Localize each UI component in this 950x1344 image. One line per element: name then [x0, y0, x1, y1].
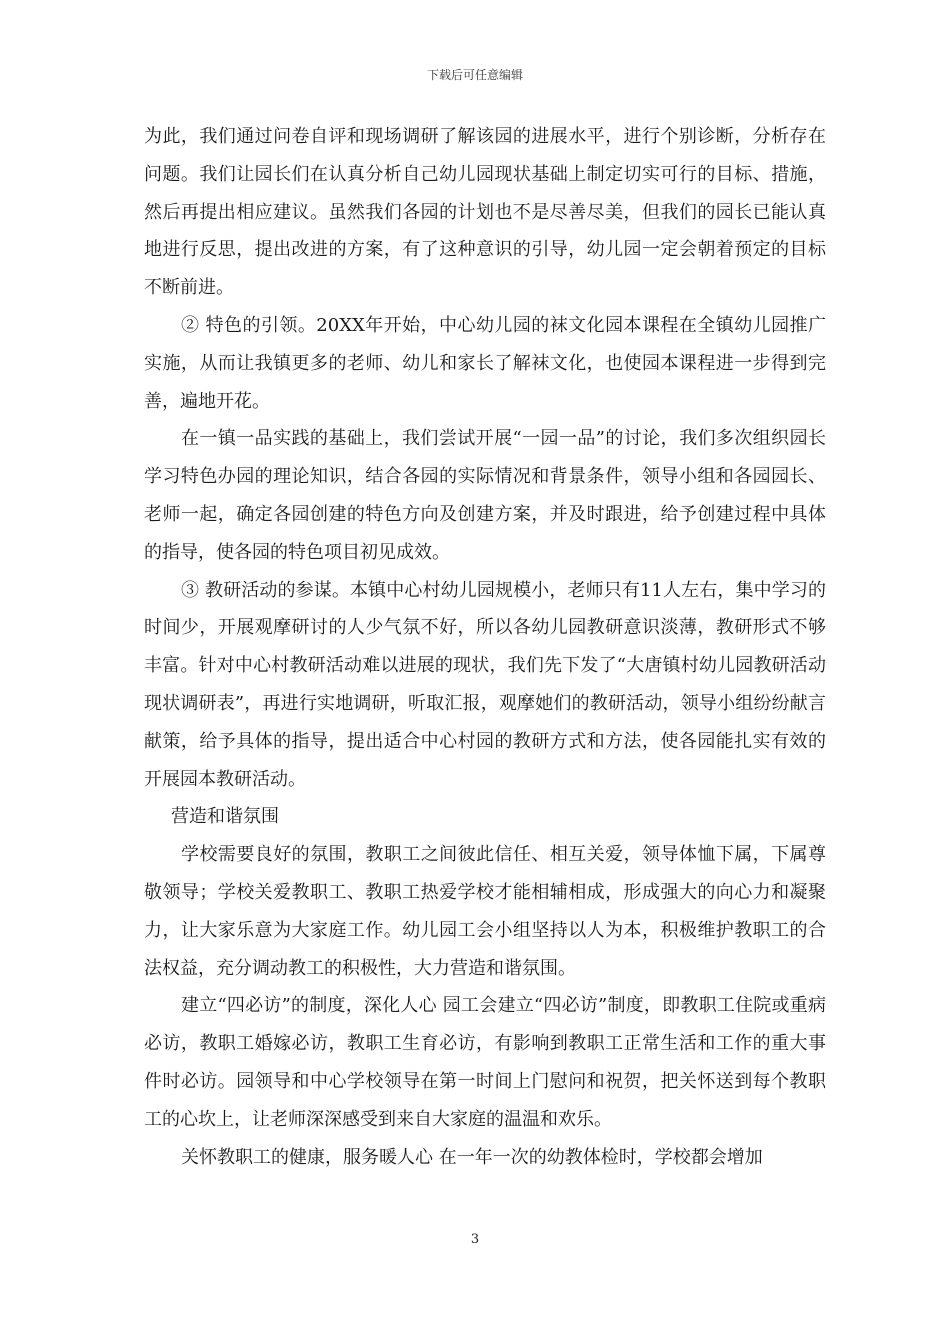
paragraph-diagnosis: 为此，我们通过问卷自评和现场调研了解该园的进展水平，进行个别诊断，分析存在问题。我们让园长们在认真分析自己幼儿园现状基础上制定切实可行的目标、措施，然后再提出相应建议。虽然我们各园的计划也不是尽善尽美，但我们的园长已能认真地进行反思，提出改进的方案，有了这种意识的引导，幼儿园一定会朝着预定的目标不断前进。	[144, 126, 826, 299]
paragraph-four-visits: 建立“四必访”的制度，深化人心 园工会建立“四必访”制度，即教职工住院或重病必访，教职工婚嫁必访，教职工生育必访，有影响到教职工正常生活和工作的重大事件时必访。园领导和中心学校领导在第一时间上门慰问和祝贺，把关怀送到每个教职工的心坎上，让老师深深感受到来自大家庭的温温和欢乐。	[144, 995, 826, 1130]
paragraph-atmosphere: 学校需要良好的氛围，教职工之间彼此信任、相互关爱，领导体恤下属，下属尊敬领导；学校关爱教职工、教职工热爱学校才能相辅相成，形成强大的向心力和凝聚力，让大家乐意为大家庭工作。幼儿园工会小组坚持以人为本，积极维护教职工的合法权益，充分调动教工的积极性，大力营造和谐氛围。	[144, 844, 826, 979]
document-body	[144, 118, 826, 1176]
section-heading-harmony: 营造和谐氛围	[171, 806, 279, 828]
paragraph-feature-guidance: ② 特色的引领。20XX年开始，中心幼儿园的袜文化园本课程在全镇幼儿园推广实施，从而让我镇更多的老师、幼儿和家长了解袜文化，也使园本课程进一步得到完善，遍地开花。	[144, 314, 826, 412]
page-number: 3	[470, 1232, 480, 1247]
paragraph-health-care: 关怀教职工的健康，服务暖人心 在一年一次的幼教体检时，学校都会增加	[181, 1146, 763, 1168]
paragraph-teaching-research: ③ 教研活动的参谋。本镇中心村幼儿园规模小，老师只有11人左右，集中学习的时间少，开展观摩研讨的人少气氛不好，所以各幼儿园教研意识淡薄，教研形式不够丰富。针对中心村教研活动难以进展的现状，我们先下发了“大唐镇村幼儿园教研活动现状调研表”，再进行实地调研，听取汇报，观摩她们的教研活动，领导小组纷纷献言献策，给予具体的指导，提出适合中心村园的教研方式和方法，使各园能扎实有效的开展园本教研活动。	[144, 579, 826, 790]
paragraph-one-garden-one-product: 在一镇一品实践的基础上，我们尝试开展“一园一品”的讨论，我们多次组织园长学习特色办园的理论知识，结合各园的实际情况和背景条件，领导小组和各园园长、老师一起，确定各园创建的特色方向及创建方案，并及时跟进，给予创建过程中具体的指导，使各园的特色项目初见成效。	[144, 428, 826, 563]
page-header: 下载后可任意编辑	[426, 68, 523, 82]
